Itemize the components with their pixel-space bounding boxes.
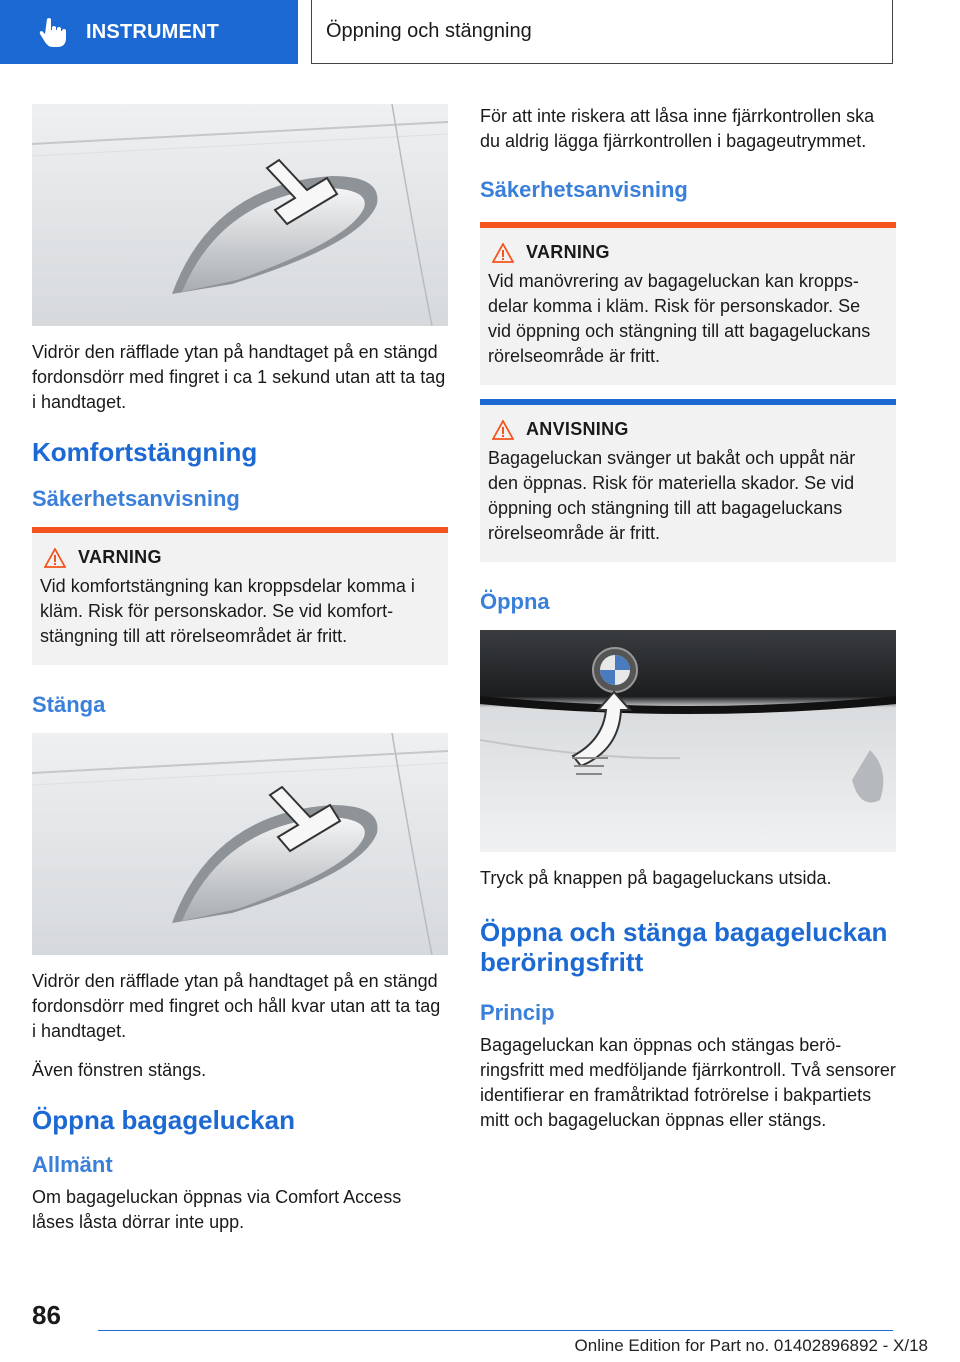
notice-box-anvisning	[480, 399, 896, 562]
heading-beroringsfritt: Öppna och stänga bagageluckan beröringsfritt	[480, 917, 888, 977]
heading-oppna: Öppna	[480, 589, 550, 614]
left-column	[32, 104, 448, 1235]
chapter-title: Öppning och stängning	[311, 0, 893, 64]
footer-divider	[98, 1330, 893, 1331]
heading-princip: Princip	[480, 1000, 555, 1025]
heading-oppna-bagageluckan: Öppna bagageluckan	[32, 1105, 295, 1135]
warning-box-bagagelucka	[480, 222, 896, 385]
warning-title: VARNING	[526, 242, 610, 262]
heading-komfortstangning: Komfortstängning	[32, 437, 258, 467]
notice-title: ANVISNING	[526, 419, 629, 439]
caption-open-door: Vidrör den räfflade ytan på handtaget på en stängd fordonsdörr med fingret i ca 1 sekund utan att ta tag i handtaget.	[32, 342, 446, 412]
page-number: 86	[32, 1300, 61, 1330]
warning-triangle-icon	[44, 548, 66, 568]
notice-text: Bagageluckan svänger ut bakåt och uppåt när den öppnas. Risk för materiella skador. Se vid öppning och stängning till att bagageluckans rörelseområde är fritt.	[488, 448, 856, 543]
warning-text: Vid komfortstängning kan kroppsdelar komma i kläm. Risk för personskador. Se vid komfortstängning till att rörelseområdet är fritt.	[40, 576, 415, 646]
caption-close-door: Vidrör den räfflade ytan på handtaget på en stängd fordonsdörr med fingret och håll kvar utan att ta tag i handtaget.	[32, 971, 441, 1041]
warning-box-komfort	[32, 527, 448, 665]
caption-windows-close: Även fönstren stängs.	[32, 1060, 207, 1080]
intro-text: För att inte riskera att låsa inne fjärrkontrollen ska du aldrig lägga fjärrkontrollen i bagageutrymmet.	[480, 106, 875, 151]
warning-text: Vid manövrering av bagageluckan kan kroppsdelar komma i kläm. Risk för personskador. Se vid öppning och stängning till att bagageluckans rörelseområde är fritt.	[488, 271, 871, 366]
heading-sakerhetsanvisning-2: Säkerhetsanvisning	[480, 177, 688, 202]
heading-stanga: Stänga	[32, 692, 106, 717]
right-column	[480, 104, 896, 1133]
section-label: INSTRUMENT	[86, 20, 220, 43]
hand-pointer-icon	[38, 17, 66, 47]
princip-text: Bagageluckan kan öppnas och stängas beröringsfritt med medföljande fjärrkontroll. Två sensorer identifierar en framåtriktad fotrörelse i bakpartiets mitt och bagageluckan öppnas eller stängs.	[480, 1035, 896, 1130]
heading-sakerhetsanvisning-1: Säkerhetsanvisning	[32, 486, 240, 511]
caption-trunk-button: Tryck på knappen på bagageluckans utsida.	[480, 868, 832, 888]
allmant-text: Om bagageluckan öppnas via Comfort Access låses låsta dörrar inte upp.	[32, 1187, 402, 1232]
warning-triangle-icon	[492, 243, 514, 263]
warning-title: VARNING	[78, 547, 162, 567]
section-tab	[0, 0, 298, 64]
door-handle-image-open	[32, 104, 448, 326]
notice-triangle-icon	[492, 420, 514, 440]
heading-allmant: Allmänt	[32, 1152, 113, 1177]
trunk-button-image	[480, 630, 896, 852]
footer-edition: Online Edition for Part no. 01402896892 - X/18	[574, 1336, 928, 1355]
door-handle-image-close	[32, 733, 448, 955]
